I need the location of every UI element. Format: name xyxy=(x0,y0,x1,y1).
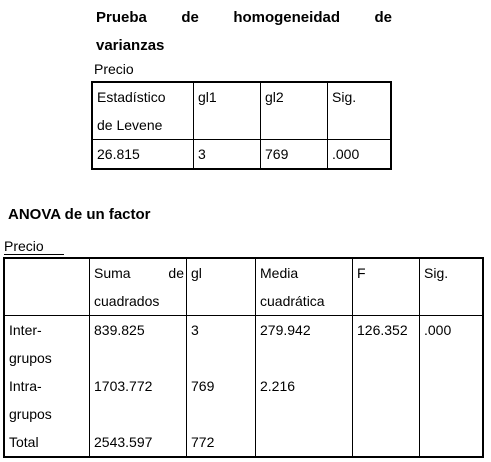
levene-table xyxy=(91,81,392,170)
levene-header-gl1: gl1 xyxy=(194,82,261,140)
anova-row-label-line1: Intra- xyxy=(9,378,42,394)
anova-media-value: 2.216 xyxy=(256,372,353,428)
anova-gl-value: 3 xyxy=(187,316,256,373)
anova-sig-value xyxy=(420,372,484,428)
anova-sig-value: .000 xyxy=(420,316,484,373)
levene-title-word: de xyxy=(181,9,199,26)
anova-f-value: 126.352 xyxy=(353,316,420,373)
levene-header-statistic-line2: de Levene xyxy=(97,117,163,133)
levene-header-statistic-line1: Estadístico xyxy=(97,89,166,105)
levene-title-word: homogeneidad xyxy=(233,9,340,26)
table-row xyxy=(4,316,483,373)
anova-title: ANOVA de un factor xyxy=(8,206,151,223)
anova-row-label xyxy=(4,316,90,373)
anova-header-f: F xyxy=(353,258,420,316)
anova-variable-label: Precio xyxy=(4,238,44,254)
anova-gl-value: 769 xyxy=(187,372,256,428)
levene-header-gl2: gl2 xyxy=(261,82,328,140)
anova-header-sig: Sig. xyxy=(420,258,484,316)
anova-row-label-line1: Inter- xyxy=(9,322,42,338)
anova-header-gl: gl xyxy=(187,258,256,316)
table-row xyxy=(4,372,483,428)
anova-table xyxy=(3,257,484,458)
anova-header-suma xyxy=(90,258,187,316)
levene-header-statistic xyxy=(92,82,194,140)
levene-sig-value: .000 xyxy=(328,140,392,170)
table-row xyxy=(4,428,483,457)
anova-suma-value: 839.825 xyxy=(90,316,187,373)
anova-header-suma-word: de xyxy=(168,265,184,281)
anova-row-label-line2: grupos xyxy=(9,350,52,366)
anova-gl-value: 772 xyxy=(187,428,256,457)
anova-media-value xyxy=(256,428,353,457)
anova-row-label xyxy=(4,372,90,428)
anova-header-media xyxy=(256,258,353,316)
levene-title xyxy=(96,4,392,60)
levene-title-line2: varianzas xyxy=(96,37,165,54)
levene-statistic-value: 26.815 xyxy=(92,140,194,170)
anova-header-suma-line2: cuadrados xyxy=(94,293,160,309)
anova-f-value xyxy=(353,372,420,428)
anova-f-value xyxy=(353,428,420,457)
anova-header-media-line1: Media xyxy=(260,265,299,281)
anova-sig-value xyxy=(420,428,484,457)
levene-gl2-value: 769 xyxy=(261,140,328,170)
levene-gl1-value: 3 xyxy=(194,140,261,170)
levene-variable-label: Precio xyxy=(94,61,134,77)
levene-title-word: Prueba xyxy=(96,9,147,26)
anova-header-media-line2: cuadrática xyxy=(260,293,325,309)
anova-header-empty xyxy=(4,258,90,316)
anova-label-underline xyxy=(4,254,64,255)
anova-media-value: 279.942 xyxy=(256,316,353,373)
anova-row-label-line2: grupos xyxy=(9,406,52,422)
anova-row-label: Total xyxy=(4,428,90,457)
anova-header-suma-word: Suma xyxy=(94,265,131,281)
levene-title-word: de xyxy=(374,9,392,26)
anova-suma-value: 2543.597 xyxy=(90,428,187,457)
levene-header-sig: Sig. xyxy=(328,82,392,140)
anova-suma-value: 1703.772 xyxy=(90,372,187,428)
